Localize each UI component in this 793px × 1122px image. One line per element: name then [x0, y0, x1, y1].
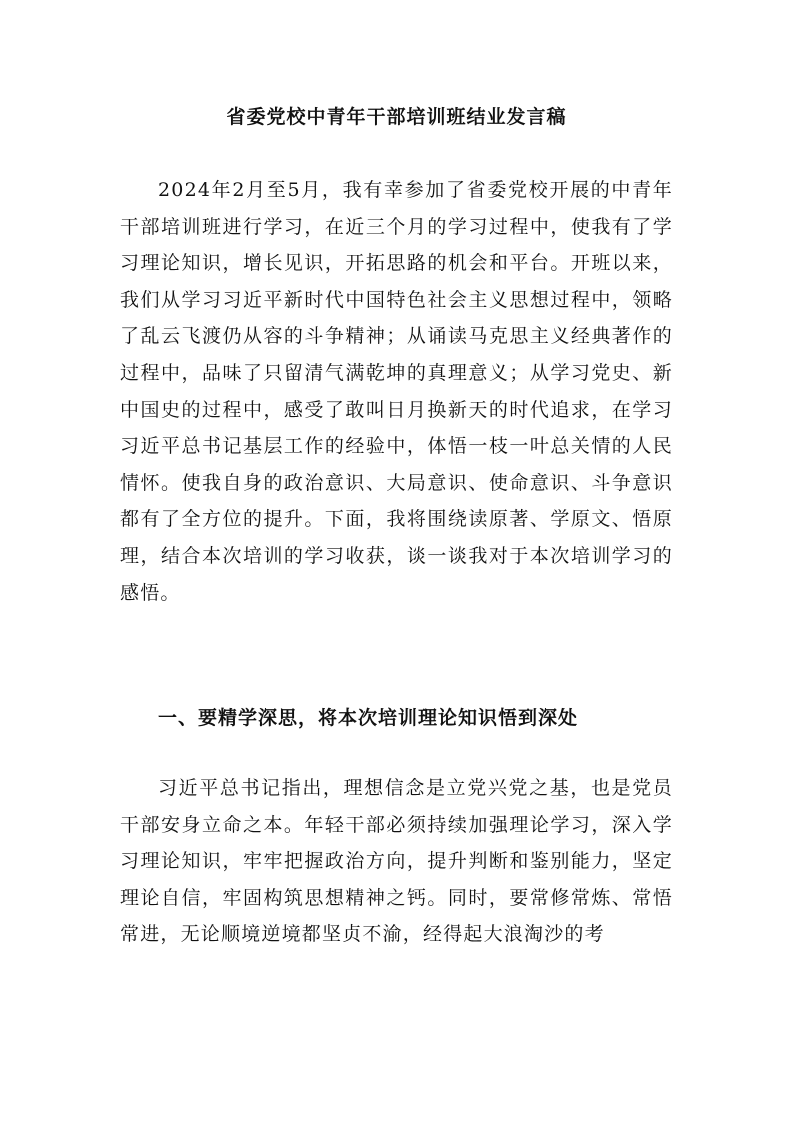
document-title: 省委党校中青年干部培训班结业发言稿	[226, 106, 567, 128]
intro-paragraph: 2024年2月至5月，我有幸参加了省委党校开展的中青年干部培训班进行学习，在近三个月的学习过程中，使我有了学习理论知识，增长见识，开拓思路的机会和平台。开班以来，我们从学习习近平新时代中国特色社会主义思想过程中，领略了乱云飞渡仍从容的斗争精神；从诵读马克思主义经典著作的过程中，品味了只留清气满乾坤的真理意义；从学习党史、新中国史的过程中，感受了敢叫日月换新天的时代追求，在学习习近平总书记基层工作的经验中，体悟一枝一叶总关情的人民情怀。使我自身的政治意识、大局意识、使命意识、斗争意识都有了全方位的提升。下面，我将围绕读原著、学原文、悟原理，结合本次培训的学习收获，谈一谈我对于本次培训学习的感悟。	[120, 179, 673, 604]
section-heading: 一、要精学深思，将本次培训理论知识悟到深处	[158, 707, 579, 729]
section-paragraph: 习近平总书记指出，理想信念是立党兴党之基，也是党员干部安身立命之本。年轻干部必须持续加强理论学习，深入学习理论知识，牢牢把握政治方向，提升判断和鉴别能力，坚定理论自信，牢固构筑思想精神之钙。同时，要常修常炼、常悟常进，无论顺境逆境都坚贞不渝，经得起大浪淘沙的考	[120, 777, 673, 946]
